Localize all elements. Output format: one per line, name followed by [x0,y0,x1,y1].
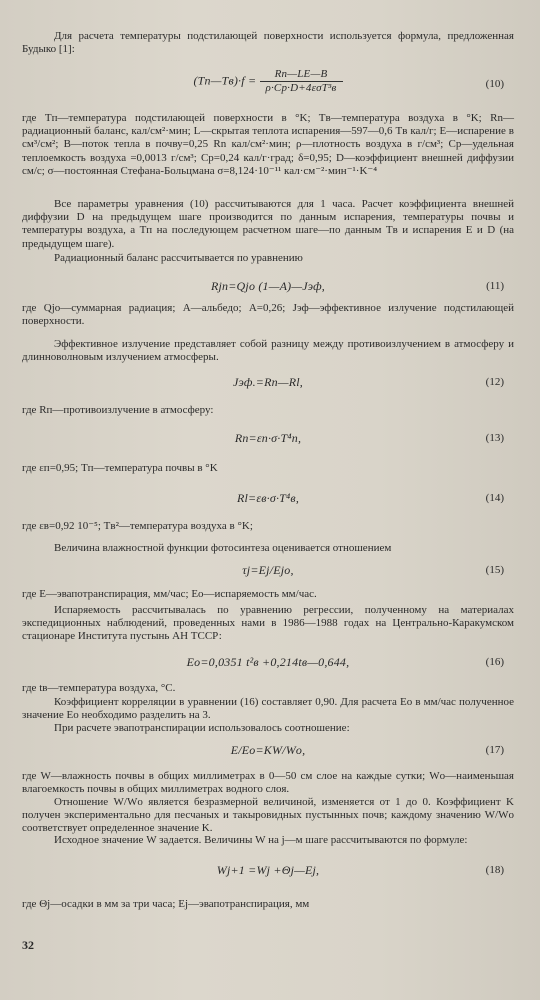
equation-18: Wj+1 =Wj +Θj—Ej, (18) [216,863,504,877]
equation-13: Rп=εп·σ·T⁴п, (13) [234,431,504,445]
paragraph-definitions-13: где εп=0,95; Tп—температура почвы в °K [22,462,218,474]
paragraph-definitions-15: где E—эвапотранспирация, мм/час; Eо—испаряемость мм/час. [22,588,317,600]
paragraph-radiation-balance: Радиационный баланс рассчитывается по уравнению [54,252,303,264]
page-number: 32 [22,938,34,952]
paragraph-correlation: Коэффициент корреляции в уравнении (16) составляет 0,90. Для расчета Eо в мм/час полученное значение Eо необходимо разделить на 3. [22,696,514,722]
paragraph-definitions-17: где W—влажность почвы в общих миллиметрах в 0—50 см слое на каждые сутки; Wо—наименьшая влагоемкость почвы в общих миллиметрах водного слоя. [22,770,514,796]
paragraph-effective-radiation: Эффективное излучение представляет собой разницу между противоизлучением в атмосферу и длинноволновым излучением атмосферы. [22,338,514,364]
equation-12: Jэф.=Rп—Rl, (12) [233,375,504,389]
equation-10: (Tп—Tв)·f = $\frac{Rn—LE—B}{\text{ρ·Cp·D+4εσT³в}}$ (10) [193,68,504,95]
paragraph-definitions-10: где Tп—температура подстилающей поверхности в °K; Tв—температура воздуха в °K; Rn—радиационный баланс, кал/см²·мин; L—скрытая теплота испарения—597—0,6 Tв кал/г; E—испарение в см³/см²; B—поток тепла в почву=0,25 Rn кал/см²·мин; ρ—плотность воздуха в г/см³; Cp—удельная теплоемкость воздуха =0,0013 г/см³; Cp=0,24 кал/г·град; δ=0,95; D—коэффициент внешней диффузии см/с; σ—постоянная Стефана-Больцмана σ=8,124·10⁻¹¹ кал·см⁻²·мин⁻¹·K⁻⁴ [22,112,514,177]
paragraph-intro: Для расчета температуры подстилающей поверхности используется формула, предложенная Будыко [1]: [22,30,514,56]
equation-16: Eо=0,0351 t²в +0,214tв—0,644, (16) [186,655,504,669]
equation-15: τj=Ej/Ejо, (15) [242,563,504,577]
equation-14: Rl=εв·σ·T⁴в, (14) [236,491,504,505]
paragraph-evaporation: Испаряемость рассчитывалась по уравнению регрессии, полученному на материалах экспедиционных наблюдений, проведенных нами в 1986—1988 годах на Центрально-Каракумском стационаре Института пустынь АН ТССР: [22,604,514,643]
paragraph-initial-value: Исходное значение W задается. Величины W на j—м шаге рассчитываются по формуле: [54,834,468,846]
paragraph-evapotranspiration: При расчете эвапотранспирации использовалось соотношение: [54,722,350,734]
paragraph-photosynthesis: Величина влажностной функции фотосинтеза оценивается отношением [54,542,392,554]
paragraph-parameters: Все параметры уравнения (10) рассчитываются для 1 часа. Расчет коэффициента внешней диффузии D на предыдущем шаге производится по данным испарения, температуры почвы и температуры воздуха, а Tп на последующем расчетном шаге—по данным Tв и испарения E и D (на предыдущем шаге). [22,198,514,250]
paragraph-definitions-16: где tв—температура воздуха, °C. [22,682,176,694]
paragraph-definitions-11: где Qjо—суммарная радиация; A—альбедо; A=0,26; Jэф—эффективное излучение подстилающей поверхности. [22,302,514,328]
paragraph-ratio: Отношение W/Wо является безразмерной величиной, изменяется от 1 до 0. Коэффициент K получен экспериментально для песчаных и такыровидных пустынных почв; каждому значению W/Wо соответствует определенное значение K. [22,796,514,835]
paragraph-definitions-14: где εв=0,92 10⁻⁵; Tв²—температура воздуха в °K; [22,520,253,532]
paragraph-definitions-18: где Θj—осадки в мм за три часа; Ej—эвапотранспирация, мм [22,898,310,910]
paragraph-definitions-12: где Rп—противоизлучение в атмосферу: [22,404,214,416]
equation-17: E/Eо=KW/Wо, (17) [230,743,504,757]
equation-11: Rjп=Qjо (1—A)—Jэф, (11) [210,279,504,293]
